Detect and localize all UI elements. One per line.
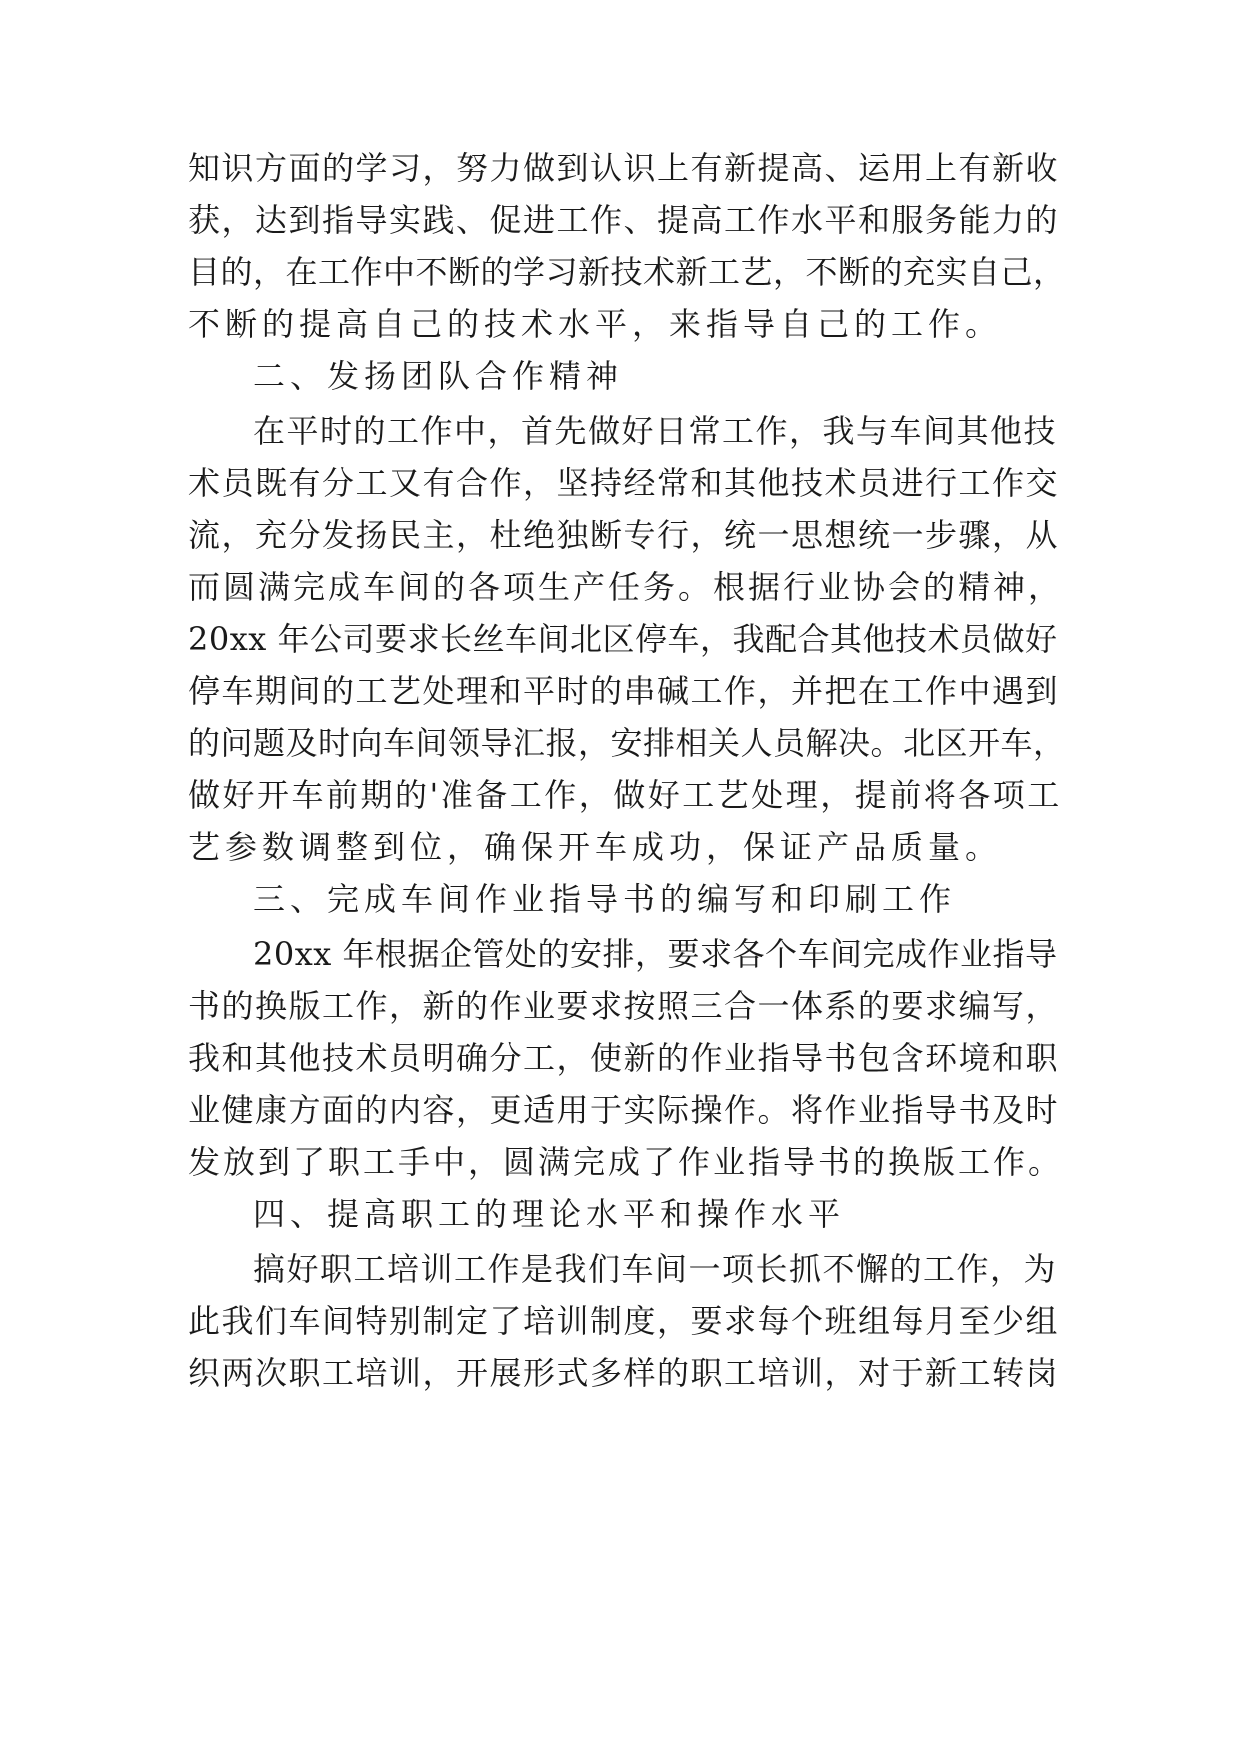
section-heading: 四、提高职工的理论水平和操作水平 [253, 1195, 846, 1233]
body-text-line: 知识方面的学习，努力做到认识上有新提高、运用上有新收 [188, 149, 1060, 187]
body-text-line: 20xx 年根据企管处的安排，要求各个车间完成作业指导 [253, 935, 1058, 973]
body-text-line: 不断的提高自己的技术水平，来指导自己的工作。 [188, 305, 1003, 343]
body-text-line: 我和其他技术员明确分工，使新的作业指导书包含环境和职 [188, 1039, 1060, 1077]
body-text-line: 20xx 年公司要求长丝车间北区停车，我配合其他技术员做好 [188, 620, 1058, 658]
body-text-line: 书的换版工作，新的作业要求按照三合一体系的要求编写， [188, 987, 1060, 1025]
body-text-line: 获，达到指导实践、促进工作、提高工作水平和服务能力的 [188, 201, 1060, 239]
body-text-line: 停车期间的工艺处理和平时的串碱工作，并把在工作中遇到 [188, 672, 1060, 710]
body-text-line: 艺参数调整到位，确保开车成功，保证产品质量。 [188, 828, 1003, 866]
body-text-line: 此我们车间特别制定了培训制度，要求每个班组每月至少组 [188, 1302, 1060, 1340]
body-text-line: 搞好职工培训工作是我们车间一项长抓不懈的工作，为 [253, 1250, 1058, 1288]
section-heading: 二、发扬团队合作精神 [253, 357, 624, 395]
body-text-line: 流，充分发扬民主，杜绝独断专行，统一思想统一步骤，从 [188, 516, 1060, 554]
body-text-line: 发放到了职工手中，圆满完成了作业指导书的换版工作。 [188, 1143, 1064, 1181]
body-text-line: 业健康方面的内容，更适用于实际操作。将作业指导书及时 [188, 1091, 1060, 1129]
section-heading: 三、完成车间作业指导书的编写和印刷工作 [253, 880, 957, 918]
body-text-line: 做好开车前期的'准备工作，做好工艺处理，提前将各项工 [188, 776, 1062, 814]
body-text-line: 目的，在工作中不断的学习新技术新工艺，不断的充实自己， [188, 253, 1066, 291]
body-text-line: 织两次职工培训，开展形式多样的职工培训，对于新工转岗 [188, 1354, 1060, 1392]
body-text-line: 术员既有分工又有合作，坚持经常和其他技术员进行工作交 [188, 464, 1060, 502]
body-text-line: 的问题及时向车间领导汇报，安排相关人员解决。北区开车， [188, 724, 1066, 762]
body-text-line: 在平时的工作中，首先做好日常工作，我与车间其他技 [253, 412, 1058, 450]
body-text-line: 而圆满完成车间的各项生产任务。根据行业协会的精神， [188, 568, 1064, 606]
